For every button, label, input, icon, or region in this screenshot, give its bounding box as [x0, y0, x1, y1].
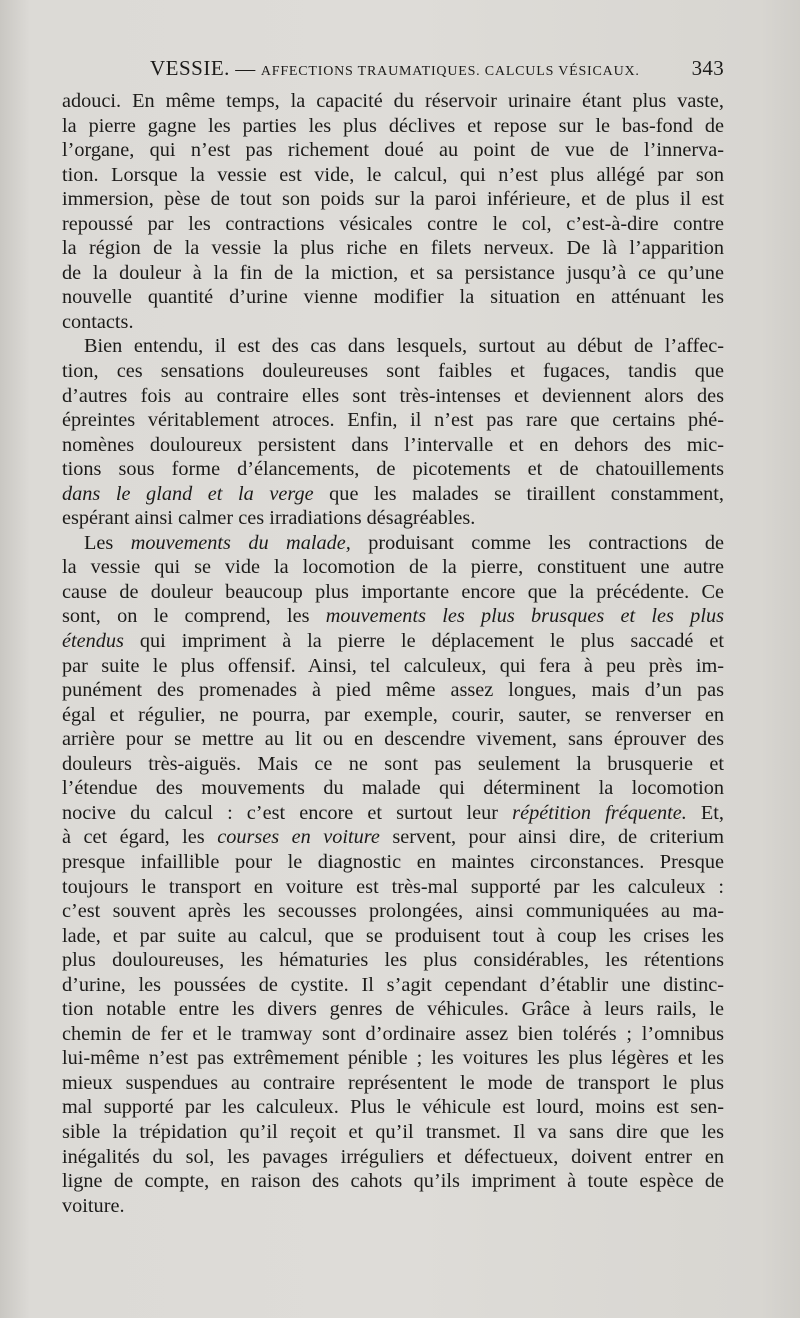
text-segment: adouci. En même temps, la capacité du réservoir urinaire étant plus vaste, — [62, 90, 724, 112]
text-segment: sible la trépidation qu’il reçoit et qu’il transmet. Il va sans dire que les — [62, 1120, 724, 1143]
text-segment: tion notable entre les divers genres de véhicules. Grâce à leurs rails, le — [62, 998, 724, 1021]
text-segment: Bien entendu, il est des cas dans lesquels, surtout au début de l’affec- — [84, 335, 724, 358]
text-line — [62, 89, 724, 114]
text-segment: que les malades se tiraillent constamment, — [313, 482, 724, 505]
text-segment: de la douleur à la fin de la miction, et sa persistance jusqu’à ce qu’une — [62, 261, 724, 284]
text-line — [62, 163, 724, 188]
text-segment: contacts. — [62, 310, 134, 333]
text-line — [62, 1194, 724, 1219]
text-line — [62, 801, 724, 826]
italic-text: étendus — [62, 630, 124, 653]
text-line — [62, 1071, 724, 1096]
text-line — [62, 285, 724, 310]
text-segment: c’est souvent après les secousses prolongées, ainsi communiquées au ma- — [62, 900, 724, 923]
text-segment: la région de la vessie la plus riche en filets nerveux. De là l’apparition — [62, 237, 724, 260]
text-segment: la pierre gagne les parties les plus déclives et repose sur le bas-fond de — [62, 114, 724, 137]
text-segment: tions sous forme d’élancements, de picotements et de chatouillements — [62, 458, 724, 481]
text-segment: plus douloureuses, les hématuries les plus considérables, les rétentions — [62, 949, 724, 972]
italic-text: courses en voiture — [217, 826, 380, 849]
text-line — [62, 703, 724, 728]
text-segment: l’organe, qui n’est pas richement doué au point de vue de l’innerva- — [62, 139, 724, 162]
text-line — [62, 1095, 724, 1120]
text-line — [62, 457, 724, 482]
text-segment: cause de douleur beaucoup plus importante encore que la précédente. Ce — [62, 580, 724, 603]
text-segment: mal supporté par les calculeux. Plus le véhicule est lourd, moins est sen- — [62, 1096, 724, 1119]
text-line — [62, 604, 724, 629]
text-line — [62, 924, 724, 949]
italic-text: mouvements du malade, — [130, 531, 351, 554]
text-line — [62, 629, 724, 654]
text-line — [62, 433, 724, 458]
text-line — [62, 1145, 724, 1170]
text-segment: servent, pour ainsi dire, de criterium — [379, 826, 724, 849]
page-number: 343 — [691, 56, 724, 80]
text-segment: douleurs très-aiguës. Mais ce ne sont pas seulement la brusquerie et — [62, 752, 724, 775]
text-segment: Les — [84, 531, 131, 554]
text-segment: tion, ces sensations douleureuses sont faibles et fugaces, tandis que — [62, 360, 724, 383]
text-segment: toujours le transport en voiture est très-mal supporté par les calculeux : — [62, 875, 724, 898]
text-segment: lade, et par suite au calcul, que se produisent tout à coup les crises les — [62, 924, 724, 947]
text-segment: la vessie qui se vide la locomotion de la pierre, constituent une autre — [62, 556, 724, 579]
text-line — [62, 236, 724, 261]
italic-text: répétition fréquente. — [512, 801, 687, 824]
text-segment: épreintes véritablement atroces. Enfin, il n’est pas rare que certains phé- — [62, 409, 724, 432]
text-line — [62, 948, 724, 973]
text-segment: d’autres fois au contraire elles sont très-intenses et deviennent alors des — [62, 384, 724, 407]
text-line — [62, 875, 724, 900]
text-line — [62, 727, 724, 752]
text-segment: égal et régulier, ne pourra, par exemple, courir, sauter, se renverser en — [62, 703, 724, 726]
text-segment: punément des promenades à pied même assez longues, mais d’un pas — [62, 679, 724, 702]
text-segment: nocive du calcul : c’est encore et surtout leur — [62, 801, 513, 824]
text-line — [62, 212, 724, 237]
text-line — [62, 825, 724, 850]
running-title — [150, 56, 640, 81]
text-line — [62, 1046, 724, 1071]
italic-text: mouvements les plus brusques et les plus — [325, 605, 724, 628]
text-line — [62, 408, 724, 433]
text-segment: mieux suspendues au contraire représentent le mode de transport le plus — [62, 1071, 724, 1094]
text-line — [62, 310, 724, 335]
text-segment: nouvelle quantité d’urine vienne modifier la situation en atténuant les — [62, 286, 724, 309]
text-segment: chemin de fer et le tramway sont d’ordinaire assez bien tolérés ; l’omnibus — [62, 1022, 724, 1045]
text-segment: d’urine, les poussées de cystite. Il s’agit cependant d’établir une distinc- — [62, 973, 724, 996]
text-line — [62, 973, 724, 998]
running-header — [62, 56, 724, 84]
text-line — [62, 114, 724, 139]
text-line — [62, 1120, 724, 1145]
text-segment: espérant ainsi calmer ces irradiations désagréables. — [62, 507, 476, 530]
text-line — [62, 850, 724, 875]
text-line — [62, 384, 724, 409]
text-line — [62, 752, 724, 777]
text-line — [62, 555, 724, 580]
body-text — [62, 89, 724, 1218]
text-line — [62, 997, 724, 1022]
text-segment: l’étendue des mouvements du malade qui déterminent la locomotion — [62, 777, 724, 800]
text-segment: à cet égard, les — [62, 826, 218, 849]
text-segment: inégalités du sol, les pavages irréguliers et défectueux, doivent entrer en — [62, 1145, 724, 1168]
text-segment: par suite le plus offensif. Ainsi, tel calculeux, qui fera à peu près im- — [62, 654, 724, 677]
text-segment: immersion, pèse de tout son poids sur la paroi inférieure, et de plus il est — [62, 188, 724, 211]
text-line — [62, 899, 724, 924]
text-line — [62, 580, 724, 605]
text-line — [62, 334, 724, 359]
text-segment: tion. Lorsque la vessie est vide, le calcul, qui n’est plus allégé par son — [62, 163, 724, 186]
running-title-main: VESSIE. — [150, 56, 230, 80]
text-line — [62, 506, 724, 531]
text-line — [62, 187, 724, 212]
text-segment: nomènes douloureux persistent dans l’intervalle et en dehors des mic- — [62, 433, 724, 456]
text-line — [62, 482, 724, 507]
text-line — [62, 359, 724, 384]
text-segment: sont, on le comprend, les — [62, 605, 326, 628]
text-line — [62, 654, 724, 679]
text-line — [62, 531, 724, 556]
text-line — [62, 1169, 724, 1194]
text-segment: produisant comme les contractions de — [350, 531, 724, 554]
text-segment: presque infaillible pour le diagnostic en maintes circonstances. Presque — [62, 850, 724, 873]
text-segment: Et, — [686, 801, 724, 824]
text-segment: repoussé par les contractions vésicales contre le col, c’est-à-dire contre — [62, 212, 724, 235]
text-line — [62, 678, 724, 703]
text-segment: voiture. — [62, 1194, 125, 1217]
text-line — [62, 1022, 724, 1047]
text-segment: lui-même n’est pas extrêmement pénible ; les voitures les plus légères et les — [62, 1047, 724, 1070]
running-title-dash: — — [229, 58, 261, 80]
text-segment: qui impriment à la pierre le déplacement le plus saccadé et — [123, 630, 724, 653]
text-line — [62, 138, 724, 163]
text-line — [62, 776, 724, 801]
text-line — [62, 261, 724, 286]
running-title-sub: AFFECTIONS TRAUMATIQUES. CALCULS VÉSICAUX. — [260, 64, 640, 79]
text-segment: ligne de compte, en raison des cahots qu’ils impriment à toute espèce de — [62, 1170, 724, 1193]
italic-text: dans le gland et la verge — [62, 482, 314, 505]
text-segment: arrière pour se mettre au lit ou en descendre vivement, sans éprouver des — [62, 728, 724, 751]
